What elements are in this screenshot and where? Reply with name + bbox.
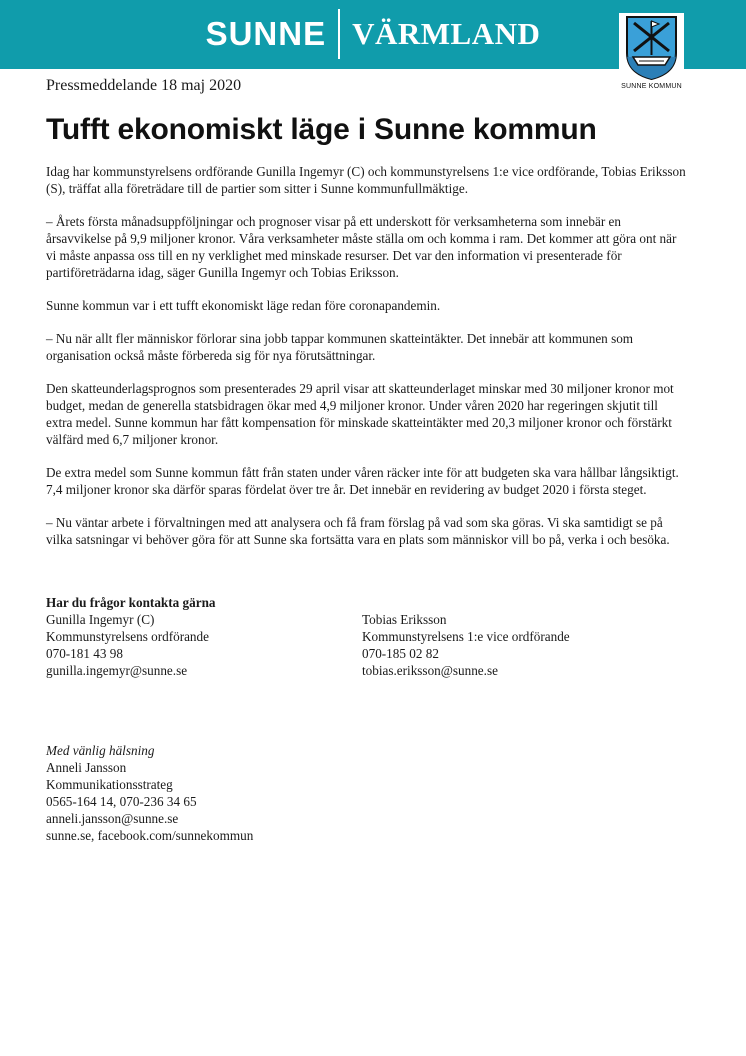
logo-caption: SUNNE KOMMUN xyxy=(621,83,682,90)
contact-role: Kommunstyrelsens 1:e vice ordförande xyxy=(362,629,570,644)
contacts-section xyxy=(46,594,686,678)
contacts-heading: Har du frågor kontakta gärna xyxy=(46,595,216,610)
signature-web: sunne.se, facebook.com/sunnekommun xyxy=(46,828,254,843)
paragraph: Den skatteunderlagsprognos som presenterades 29 april visar att skatteunderlaget minskar med 30 miljoner kronor mot budget, medan de generella statsbidragen ökar med 4,9 miljoner kronor. Under våren 2020 har regeringen skjutit till extra medel. Sunne kommun har fått kompensation för minskade skatteintäkter med 20,3 miljoner kronor och förstärkt välfärd med 6,7 miljoner kronor. xyxy=(46,381,674,447)
contact-card xyxy=(362,611,570,679)
paragraph: Idag har kommunstyrelsens ordförande Gunilla Ingemyr (C) och kommunstyrelsens 1:e vice ordförande, Tobias Eriksson (S), träffat alla företrädare till de partier som sitter i Sunne kommunfullmäktige. xyxy=(46,164,686,196)
contact-name: Gunilla Ingemyr (C) xyxy=(46,612,155,627)
contact-phone: 070-181 43 98 xyxy=(46,646,123,661)
contact-card xyxy=(46,611,209,679)
signature-name: Anneli Jansson xyxy=(46,760,127,775)
paragraph: De extra medel som Sunne kommun fått från staten under våren räcker inte för att budgeten ska vara hållbar långsiktigt. 7,4 miljoner kronor ska därför sparas fördelat över tre år. Det innebär en revidering av budget 2020 i första steget. xyxy=(46,465,679,497)
dateline: Pressmeddelande 18 maj 2020 xyxy=(46,77,242,94)
article-body xyxy=(46,163,686,564)
brand-left: SUNNE xyxy=(205,15,327,52)
paragraph: – Nu när allt fler människor förlorar sina jobb tappar kommunen skatteintäkter. Det innebär att kommunen som organisation också måste förbereda sig för nya förutsättningar. xyxy=(46,331,634,363)
signature-block xyxy=(46,742,253,844)
municipal-logo xyxy=(619,13,684,95)
paragraph: – Nu väntar arbete i förvaltningen med att analysera och få fram förslag på vad som ska göras. Vi ska samtidigt se på vilka satsningar vi behöver göra för att Sunne ska fortsätta vara en plats som människor vill bo på, verka i och besöka. xyxy=(46,515,670,547)
contact-phone: 070-185 02 82 xyxy=(362,646,439,661)
paragraph: – Årets första månadsuppföljningar och prognoser visar på ett underskott för verksamheterna som innebär en årsavvikelse på 9,9 miljoner kronor. Våra verksamheter måste ställa om och komma i ram. Det kommer att göra ont när vi måste anpassa oss till en ny verklighet med minskade resurser. Det var den information vi presenterade för partiföreträdarna idag, säger Gunilla Ingemyr och Tobias Eriksson. xyxy=(46,214,677,280)
paragraph: Sunne kommun var i ett tufft ekonomiskt läge redan före coronapandemin. xyxy=(46,298,441,313)
page-title: Tufft ekonomiskt läge i Sunne kommun xyxy=(46,113,597,146)
signature-email: anneli.jansson@sunne.se xyxy=(46,811,179,826)
contact-email: tobias.eriksson@sunne.se xyxy=(362,663,498,678)
coat-of-arms-icon xyxy=(619,13,684,83)
contact-email: gunilla.ingemyr@sunne.se xyxy=(46,663,188,678)
signature-greeting: Med vänlig hälsning xyxy=(46,743,155,758)
brand-right: VÄRMLAND xyxy=(352,16,541,51)
signature-phone: 0565-164 14, 070-236 34 65 xyxy=(46,794,197,809)
contact-role: Kommunstyrelsens ordförande xyxy=(46,629,209,644)
contact-name: Tobias Eriksson xyxy=(362,612,447,627)
signature-role: Kommunikationsstrateg xyxy=(46,777,173,792)
